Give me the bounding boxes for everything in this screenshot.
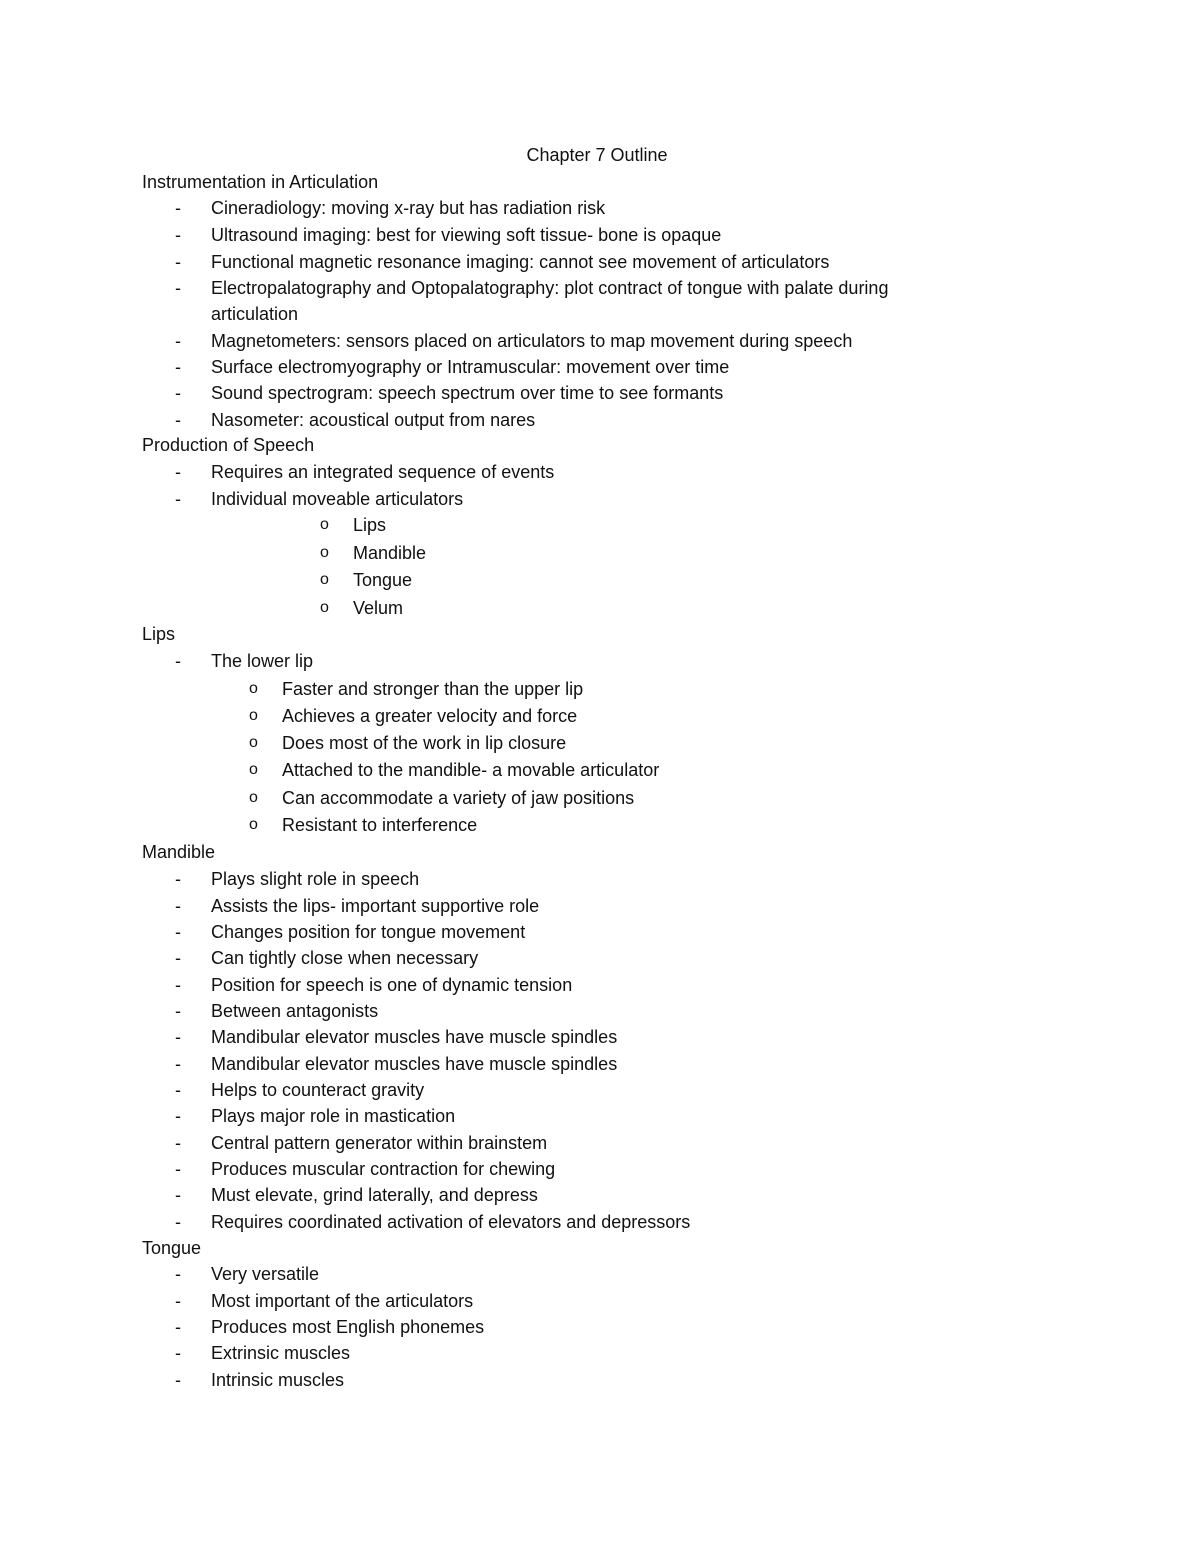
dash-bullet-icon: - [175,410,181,430]
list-item: Assists the lips- important supportive role [211,896,540,916]
list-item: Mandibular elevator muscles have muscle spindles [211,1027,618,1047]
list-item: Central pattern generator within brainstem [211,1133,548,1153]
list-item: Helps to counteract gravity [211,1080,425,1100]
dash-bullet-icon: - [175,357,181,377]
dash-bullet-icon: - [175,922,181,942]
sub-list-item: Faster and stronger than the upper lip [282,679,584,699]
dash-bullet-icon: - [175,948,181,968]
dash-bullet-icon: - [175,1054,181,1074]
list-item: Requires coordinated activation of elevators and depressors [211,1212,691,1232]
list-item: Extrinsic muscles [211,1343,351,1363]
section-heading: Tongue [142,1238,202,1258]
section-heading: Production of Speech [142,435,315,455]
circle-bullet-icon: o [320,571,329,588]
section-heading: Mandible [142,842,216,862]
dash-bullet-icon: - [175,1133,181,1153]
circle-bullet-icon: o [320,544,329,561]
section-heading: Instrumentation in Articulation [142,172,379,192]
dash-bullet-icon: - [175,1343,181,1363]
dash-bullet-icon: - [175,1317,181,1337]
list-item: Position for speech is one of dynamic tension [211,975,573,995]
list-item: Surface electromyography or Intramuscular: movement over time [211,357,730,377]
list-item: Mandibular elevator muscles have muscle spindles [211,1054,618,1074]
dash-bullet-icon: - [175,975,181,995]
sub-list-item: Lips [353,515,387,535]
list-item: The lower lip [211,651,314,671]
dash-bullet-icon: - [175,1080,181,1100]
list-item: Changes position for tongue movement [211,922,526,942]
dash-bullet-icon: - [175,383,181,403]
section-heading: Lips [142,624,176,644]
list-item: Magnetometers: sensors placed on articulators to map movement during speech [211,331,853,351]
dash-bullet-icon: - [175,869,181,889]
dash-bullet-icon: - [175,1291,181,1311]
circle-bullet-icon: o [249,680,258,697]
list-item: Electropalatography and Optopalatography: plot contract of tongue with palate during [211,278,889,298]
list-item: Requires an integrated sequence of events [211,462,555,482]
dash-bullet-icon: - [175,278,181,298]
list-item: Sound spectrogram: speech spectrum over time to see formants [211,383,724,403]
circle-bullet-icon: o [320,599,329,616]
dash-bullet-icon: - [175,331,181,351]
list-item: Very versatile [211,1264,320,1284]
dash-bullet-icon: - [175,896,181,916]
dash-bullet-icon: - [175,1212,181,1232]
sub-list-item: Can accommodate a variety of jaw positions [282,788,635,808]
sub-list-item: Mandible [353,543,427,563]
list-item: Cineradiology: moving x-ray but has radiation risk [211,198,606,218]
list-item: Most important of the articulators [211,1291,474,1311]
sub-list-item: Does most of the work in lip closure [282,733,567,753]
dash-bullet-icon: - [175,462,181,482]
circle-bullet-icon: o [249,761,258,778]
dash-bullet-icon: - [175,1027,181,1047]
sub-list-item: Achieves a greater velocity and force [282,706,578,726]
list-item: Intrinsic muscles [211,1370,345,1390]
circle-bullet-icon: o [249,734,258,751]
dash-bullet-icon: - [175,1185,181,1205]
list-item: Functional magnetic resonance imaging: cannot see movement of articulators [211,252,830,272]
dash-bullet-icon: - [175,252,181,272]
dash-bullet-icon: - [175,489,181,509]
sub-list-item: Attached to the mandible- a movable articulator [282,760,660,780]
dash-bullet-icon: - [175,1370,181,1390]
circle-bullet-icon: o [249,789,258,806]
list-item: Ultrasound imaging: best for viewing soft tissue- bone is opaque [211,225,722,245]
page-title: Chapter 7 Outline [526,145,668,165]
circle-bullet-icon: o [249,816,258,833]
dash-bullet-icon: - [175,1106,181,1126]
dash-bullet-icon: - [175,1264,181,1284]
sub-list-item: Tongue [353,570,413,590]
list-item: Produces most English phonemes [211,1317,485,1337]
list-item: Individual moveable articulators [211,489,464,509]
list-item: articulation [211,304,299,324]
dash-bullet-icon: - [175,1001,181,1021]
list-item: Produces muscular contraction for chewing [211,1159,556,1179]
dash-bullet-icon: - [175,198,181,218]
dash-bullet-icon: - [175,1159,181,1179]
sub-list-item: Velum [353,598,404,618]
list-item: Can tightly close when necessary [211,948,479,968]
dash-bullet-icon: - [175,225,181,245]
sub-list-item: Resistant to interference [282,815,478,835]
dash-bullet-icon: - [175,651,181,671]
circle-bullet-icon: o [320,516,329,533]
list-item: Between antagonists [211,1001,379,1021]
list-item: Nasometer: acoustical output from nares [211,410,536,430]
circle-bullet-icon: o [249,707,258,724]
list-item: Must elevate, grind laterally, and depress [211,1185,538,1205]
list-item: Plays slight role in speech [211,869,420,889]
list-item: Plays major role in mastication [211,1106,456,1126]
